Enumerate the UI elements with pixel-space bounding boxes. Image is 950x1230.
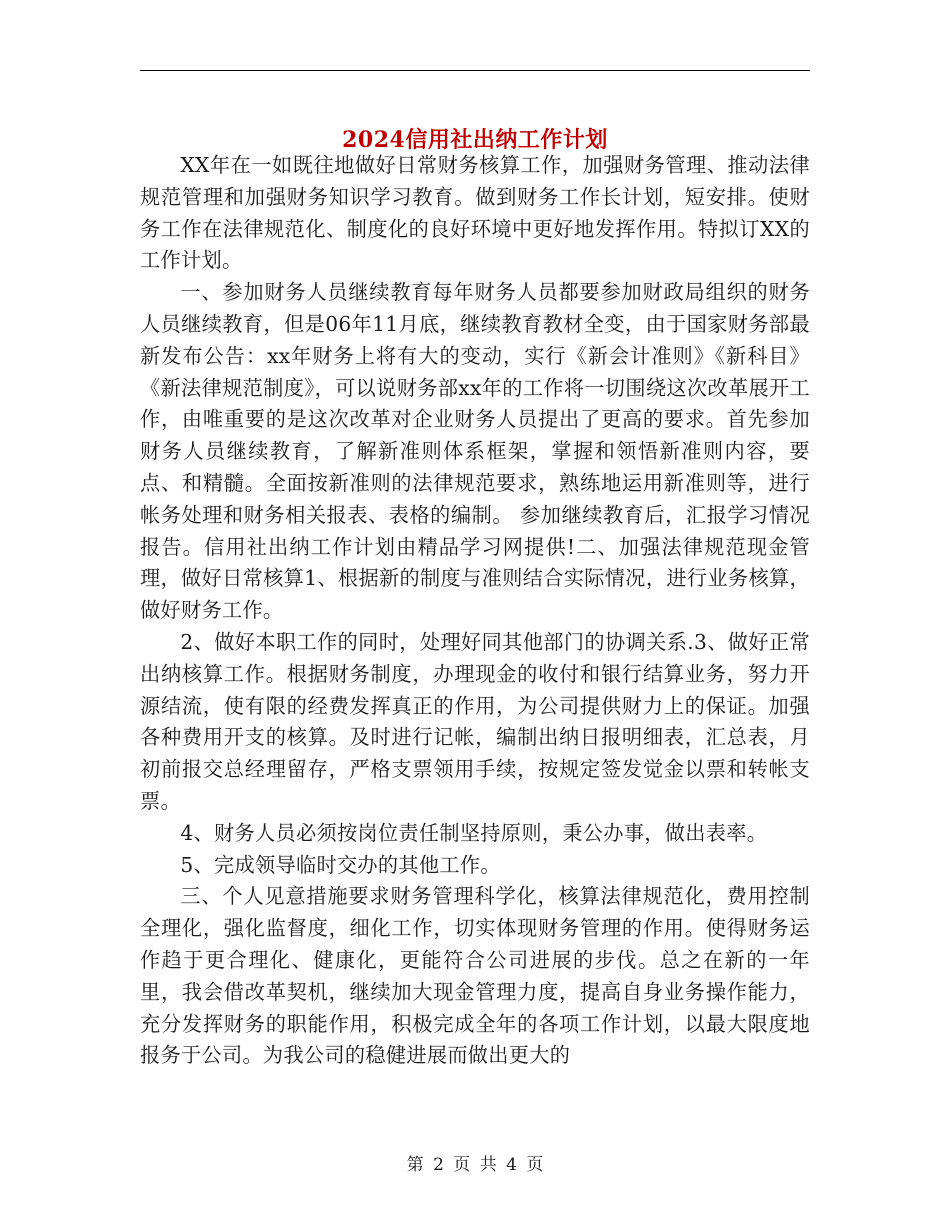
paragraph-section-3: 三、个人见意措施要求财务管理科学化，核算法律规范化，费用控制全理化，强化监督度，细化工作，切实体现财务管理的作用。使得财务运作趋于更合理化、健康化，更能符合公司进展的步伐。总之在新的一年里，我会借改革契机，继续加大现金管理力度，提高自身业务操作能力，充分发挥财务的职能作用，积极完成全年的各项工作计划，以最大限度地报务于公司。为我公司的稳健进展而做出更大的	[140, 884, 810, 1068]
paragraph-section-1: 一、参加财务人员继续教育每年财务人员都要参加财政局组织的财务人员继续教育，但是06年11月底，继续教育教材全变，由于国家财务部最新发布公告：xx年财务上将有大的变动，实行《新会计准则》《新科目》《新法律规范制度》，可以说财务部xx年的工作将一切围绕这次改革展开工作，由唯重要的是这次改革对企业财务人员提出了更高的要求。首先参加财务人员继续教育，了解新准则体系框架，掌握和领悟新准则内容，要点、和精髓。全面按新准则的法律规范要求，熟练地运用新准则等，进行帐务处理和财务相关报表、表格的编制。 参加继续教育后，汇报学习情况报告。信用社出纳工作计划由精品学习网提供!二、加强法律规范现金管理，做好日常核算1、根据新的制度与准则结合实际情况，进行业务核算，做好财务工作。	[140, 280, 810, 623]
paragraph-item-2: 2、做好本职工作的同时，处理好同其他部门的协调关系.3、做好正常出纳核算工作。根据财务制度，办理现金的收付和银行结算业务，努力开源结流，使有限的经费发挥真正的作用，为公司提供财力上的保证。加强各种费用开支的核算。及时进行记帐，编制出纳日报明细表，汇总表，月初前报交总经理留存，严格支票领用手续，按规定签发觉金以票和转帐支票。	[140, 629, 810, 813]
header-rule	[140, 70, 810, 71]
page-number-footer: 第 2 页 共 4 页	[406, 1155, 544, 1175]
paragraph-item-5: 5、完成领导临时交办的其他工作。	[180, 852, 501, 877]
paragraph-intro: XX年在一如既往地做好日常财务核算工作，加强财务管理、推动法律规范管理和加强财务知识学习教育。做到财务工作长计划，短安排。使财务工作在法律规范化、制度化的良好环境中更好地发挥作用。特拟订XX的工作计划。	[140, 153, 810, 273]
paragraph-item-4: 4、财务人员必须按岗位责任制坚持原则，秉公办事，做出表率。	[180, 820, 768, 845]
document-body	[140, 150, 810, 1072]
document-title: 2024信用社出纳工作计划	[342, 126, 608, 153]
